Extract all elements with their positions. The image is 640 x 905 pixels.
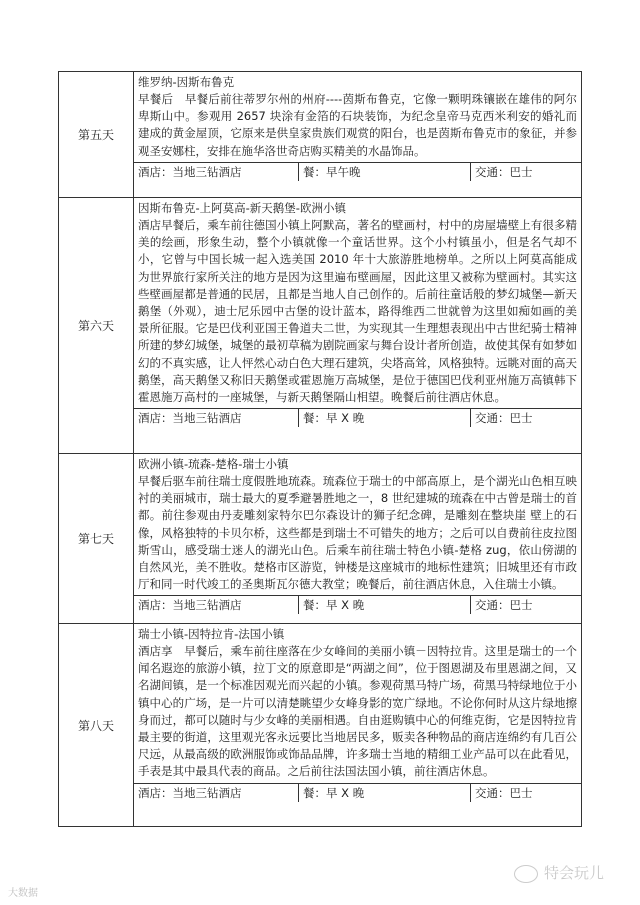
- day-content: [134, 72, 582, 198]
- wechat-icon: [514, 865, 538, 883]
- day-meta: [134, 783, 581, 802]
- day-content: [134, 624, 582, 827]
- day-description: 酒店享 早餐后，乘车前往座落在少女峰间的美丽小镇－因特拉肯。这里是瑞士的一个闻名遐迩的旅游小镇，拉丁文的原意即是“两湖之间”，位于图恩湖及布里恩湖之间，又名湖间镇，是一个标准因观光而兴起的小镇。参观荷黑马特广场，荷黑马特绿地位于小镇中心的广场，是一片可以清楚眺望少女峰身影的宽广绿地。不论你何时从这片绿地擦身而过，都可以随时与少女峰的美丽相遇。自由逛购镇中心的何维克街，它是因特拉肯最主要的街道，这里观光客永远要比当地居民多，贩卖各种物品的商店连绵约有几百公尺远，从最高级的欧洲服饰或饰品品牌，许多瑞士当地的精细工业产品可以在此看见，手表是其中最具代表的商品。之后前往法国法国小镇，前往酒店休息。: [138, 644, 577, 779]
- hotel-info: 酒店：当地三钻酒店: [134, 596, 299, 614]
- day-title: 欧洲小镇-琉森-楚格-瑞士小镇: [138, 457, 289, 471]
- day-title: 因斯布鲁克-上阿莫高-新天鹅堡-欧洲小镇: [138, 201, 346, 215]
- transport-info: 交通：巴士: [475, 785, 533, 800]
- day-label: 第五天: [59, 72, 134, 198]
- day-row: [59, 72, 582, 198]
- day-content: [134, 198, 582, 454]
- day-meta: [134, 408, 581, 427]
- hotel-info: 酒店：当地三钻酒店: [134, 784, 299, 802]
- meal-info: 餐：早午晚: [299, 163, 471, 181]
- day-title: 瑞士小镇-因特拉肯-法国小镇: [138, 627, 285, 641]
- day-meta: [134, 162, 581, 181]
- meal-info: 餐：早 X 晚: [299, 409, 471, 427]
- day-label: 第七天: [59, 454, 134, 624]
- day-row: [59, 198, 582, 454]
- meal-info: 餐：早 X 晚: [299, 784, 471, 802]
- transport-info: 交通：巴士: [475, 411, 533, 426]
- transport-info: 交通：巴士: [475, 598, 533, 613]
- day-content: [134, 454, 582, 624]
- day-row: [59, 454, 582, 624]
- day-meta: [134, 595, 581, 614]
- day-description: 早餐后驱车前往瑞士度假胜地琉森。琉森位于瑞士的中部高原上，是个湖光山色相互映衬的美丽城市，瑞士最大的夏季避暑胜地之一，8 世纪建城的琉森在中古曾是瑞士的首都。前往参观由丹麦雕刻家特尔巴尔森设计的狮子纪念碑，是雕刻在整块崖 壁上的石像，风格独特的卡贝尔桥，这些都是到瑞士不可错失的地方；之后可以自费前往皮拉图斯雪山，感受瑞士迷人的湖光山色。后乘车前往瑞士特色小镇-楚格 zug，依山傍湖的自然风光，美不胜收。楚格市区游览，钟楼是这座城市的地标性建筑；旧城里还有市政厅和同一时代竣工的圣奥斯瓦尔德大教堂；晚餐后，前往酒店休息，入住瑞士小镇。: [138, 474, 577, 592]
- itinerary-table: [58, 71, 582, 827]
- day-title: 维罗纳-因斯布鲁克: [138, 75, 235, 89]
- hotel-info: 酒店：当地三钻酒店: [134, 409, 299, 427]
- hotel-info: 酒店：当地三钻酒店: [134, 163, 299, 181]
- meal-info: 餐：早 X 晚: [299, 596, 471, 614]
- day-description: 早餐后 早餐后前往蒂罗尔州的州府----茵斯布鲁克，它像一颗明珠镶嵌在雄伟的阿尔卑斯山中。参观用 2657 块涂有金箔的石块装饰，为纪念皇帝马克西米利安的婚礼而建成的黄金屋顶，它原来是供皇家贵族们观赏的阳台，也是茵斯布鲁克市的象征，并参观圣安娜柱，安排在施华洛世奇店购买精美的水晶饰品。: [138, 92, 577, 158]
- watermark-right: 特会玩儿: [514, 862, 604, 883]
- day-label: 第八天: [59, 624, 134, 827]
- watermark-left: 大数据: [8, 888, 38, 899]
- day-description: 酒店早餐后，乘车前往德国小镇上阿默高，著名的壁画村，村中的房屋墙壁上有很多精美的绘画，形象生动，整个小镇就像一个童话世界。这个小村镇虽小，但是名气却不小，它曾与中国长城一起入选美国 2010 年十大旅游胜地榜单。之所以上阿莫高能成为世界旅行家所关注的地方是因为这里遍布壁画屋，因此这里又被称为壁画村。其实这些壁画屋都是普通的民居，且都是当地人自己创作的。后前往童话般的梦幻城堡—新天鹅堡（外观），迪士尼乐园中古堡的设计蓝本，路得维西二世就曾为这里如痴如画的美景所征服。它是巴伐利亚国王鲁道夫二世，为实现其一生理想表现出中古世纪骑士精神所建的梦幻城堡，城堡的最初草稿为剧院画家与舞台设计者所创造，故使其保有如梦如幻的不真实感，让人怦然心动白色大理石建筑，尖塔高耸，风格独特。远眺对面的高天鹅堡，高天鹅堡又称旧天鹅堡或霍恩施万高城堡，是位于德国巴伐利亚州施万高镇韩下霍恩施万高村的一座城堡，与新天鹅堡隔山相望。晚餐后前往酒店休息。: [138, 218, 577, 405]
- day-label: 第六天: [59, 198, 134, 454]
- transport-info: 交通：巴士: [475, 164, 533, 179]
- day-row: [59, 624, 582, 827]
